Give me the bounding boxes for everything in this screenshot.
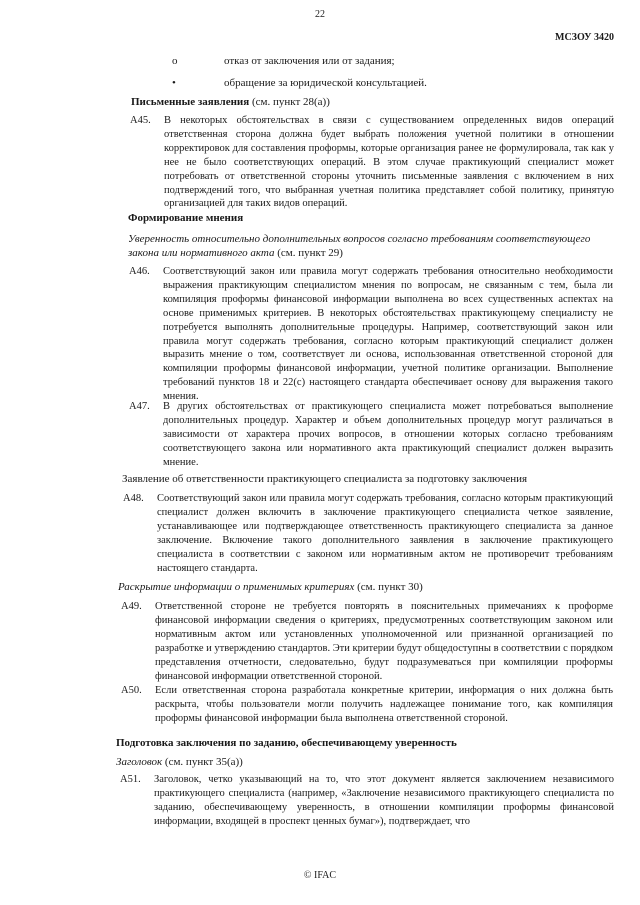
paragraph-number: A51. — [120, 774, 141, 785]
subsection-title-line1: Уверенность относительно дополнительных вопросов согласно требованиям соответствующего — [128, 233, 591, 245]
heading-title: Письменные заявления — [131, 96, 250, 108]
section-heading-responsibility: Заявление об ответственности практикующего специалиста за подготовку заключения — [122, 473, 528, 485]
paragraph-a48 — [123, 492, 613, 575]
paragraph-a50 — [121, 684, 613, 726]
paragraph-text: В некоторых обстоятельствах в связи с существованием определенных видов операций ответственная сторона должна будет выбрать положения учетной политики в отношении корректировок для составления проформы, которые организация ранее не формулировала, так как у нее не было соответствующих операций. В этом случае практикующий специалист может потребовать от ответственной стороны уточнить письменные заявления с включением в них подтверждений того, что выбранная учетная политика представляет собой политику, принятую организацией для таких видов операций. — [164, 115, 614, 210]
section-heading-forming-opinion: Формирование мнения — [128, 212, 244, 224]
subsection-heading-additional-matters — [128, 232, 590, 260]
section-heading-written-statements — [131, 96, 330, 108]
standard-code: МСЗОУ 3420 — [555, 32, 614, 43]
paragraph-number: A50. — [121, 685, 142, 696]
paragraph-text: Если ответственная сторона разработала конкретные критерии, информация о них должна быть раскрыта, чтобы пользователи могли получить надлежащее понимание того, как компиляция проформы финансовой информации была выполнена ответственной стороной. — [155, 685, 613, 724]
subsection-reference: (см. пункт 30) — [357, 581, 423, 593]
paragraph-text: В других обстоятельствах от практикующего специалиста может потребоваться выполнение дополнительных процедур. Характер и объем дополнительных процедур могут различаться в зависимости от характера прочих вопросов, в отношении которых согласно требованиям соответствующего закона или нормативного акта практикующий специалист должен выразить мнение. — [163, 401, 613, 468]
subsection-reference: (см. пункт 29) — [277, 247, 343, 259]
paragraph-number: A46. — [129, 266, 150, 277]
paragraph-a51 — [120, 773, 614, 829]
copyright-footer: © IFAC — [303, 870, 337, 881]
page-number: 22 — [315, 9, 325, 20]
list-item-text: обращение за юридической консультацией. — [224, 77, 427, 89]
paragraph-text: Соответствующий закон или правила могут содержать требования относительно необходимости выражения практикующим специалистом мнения по вопросам, не связанным с тем, была ли компиляция проформы финансовой информации выполнена во всех существенных аспектах на основе применимых критериев. В некоторых обстоятельствах практикующему специалисту не потребуется выполнять дополнительные процедуры. Например, соответствующий закон или правила могут содержать требования, согласно которым практикующий специалист должен выразить мнение о том, соответствует ли основа, использованная ответственной стороной для компиляции проформы финансовой информации, учетной политике организации. Выполнение требований пунктов 18 и 22(c) настоящего стандарта обеспечивает основу для выражения такого мнения. — [163, 266, 613, 403]
subsection-title-line2: закона или нормативного акта — [128, 247, 275, 259]
paragraph-text: Заголовок, четко указывающий на то, что этот документ является заключением независимого практикующего специалиста (например, «Заключение независимого практикующего специалиста по заданию, обеспечивающему уверенность, в отношении компиляции проформы финансовой информации, входящей в проспект ценных бумаг»), подтверждает, что — [154, 774, 614, 827]
paragraph-a47 — [129, 400, 613, 470]
subsection-heading-criteria-disclosure — [118, 580, 423, 594]
subsection-title: Заголовок — [116, 756, 163, 768]
circle-bullet-icon: o — [172, 55, 178, 67]
subsection-heading-title — [116, 755, 243, 769]
paragraph-number: A48. — [123, 493, 144, 504]
paragraph-a49 — [121, 600, 613, 683]
subsection-reference: (см. пункт 35(а)) — [164, 756, 243, 768]
bullet-list — [172, 54, 427, 98]
paragraph-number: A45. — [130, 115, 151, 126]
paragraph-a46 — [129, 265, 613, 404]
paragraph-a45 — [130, 114, 614, 211]
dot-bullet-icon: • — [172, 77, 176, 89]
heading-reference: (см. пункт 28(а)) — [251, 96, 330, 108]
list-item-text: отказ от заключения или от задания; — [224, 55, 395, 67]
paragraph-number: A49. — [121, 601, 142, 612]
list-item — [172, 76, 427, 98]
paragraph-number: A47. — [129, 401, 150, 412]
subsection-title: Раскрытие информации о применимых критериях — [118, 581, 355, 593]
paragraph-text: Соответствующий закон или правила могут содержать требования, согласно которым практикующий специалист должен включить в заключение практикующего специалиста четкое заявление, устанавливающее или подтверждающее ответственность практикующего специалиста за данное заключение. Включение такого дополнительного заявления в заключение практикующего специалиста в соответствии с законом или нормативным актом не противоречит требованиям настоящего стандарта. — [157, 493, 613, 574]
section-heading-report-preparation: Подготовка заключения по заданию, обеспечивающему уверенность — [116, 737, 457, 749]
paragraph-text: Ответственной стороне не требуется повторять в пояснительных примечаниях к проформе финансовой информации сведения о критериях, предусмотренных соответствующим законом или нормативным актом или установленных уполномоченной или признанной организацией по разработке и утверждению стандартов. Эти критерии будут общедоступны в соответствии с порядком представления отчетности, следовательно, будут подразумеваться при компиляции проформы финансовой информации ответственной стороной. — [155, 601, 613, 682]
list-item — [172, 54, 427, 76]
